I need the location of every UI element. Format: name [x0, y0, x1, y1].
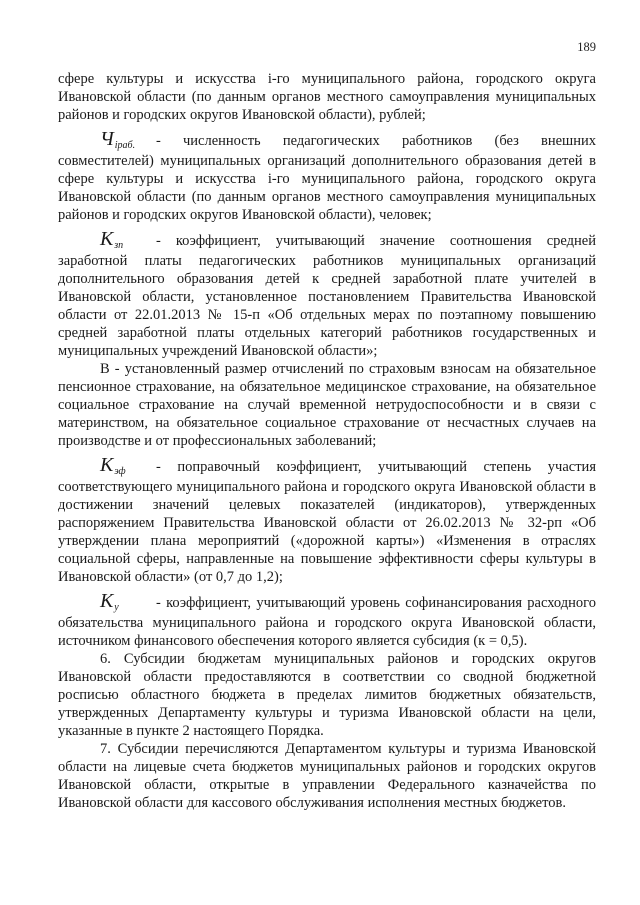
definition-salary-coefficient — [58, 230, 596, 360]
paragraph-continuation: сфере культуры и искусства i-го муниципального района, городского округа Ивановской области (по данным органов местного самоуправления муниципальных районов и городских округов Ивановской области), рублей; — [58, 71, 596, 123]
formula-symbol: $К_{зп}$ — [100, 228, 124, 251]
definition-text: - коэффициент, учитывающий значение соотношения средней заработной платы педагогических работников муниципальных организаций дополнительного образования детей к средней заработной плате учителей в Ивановской области, установленное постановлением Правительства Ивановской области от 22.01.2013 № 15-п «Об отдельных мерах по поэтапному повышению средней заработной платы отдельных категорий работников государственных и муниципальных учреждений Ивановской области»; — [58, 233, 596, 359]
formula-symbol: $К_у$ — [100, 590, 119, 613]
document-body — [58, 70, 596, 812]
definition-insurance: В - установленный размер отчислений по страховым взносам на обязательное пенсионное страхование, на обязательное медицинское страхование, на обязательное социальное страхование на случай временной нетрудоспособности и в связи с материнством, на обязательное социальное страхование от несчастных случаев на производстве и от профессиональных заболеваний; — [58, 361, 596, 449]
definition-cofinancing-coefficient — [58, 592, 596, 650]
definition-efficiency-coefficient — [58, 456, 596, 586]
clause-7: 7. Субсидии перечисляются Департаментом культуры и туризма Ивановской области на лицевые счета бюджетов муниципальных районов и городских округов Ивановской области, открытые в управлении Федерального казначейства по Ивановской области для кассового обслуживания исполнения местных бюджетов. — [58, 741, 596, 811]
definition-text: - коэффициент, учитывающий уровень софинансирования расходного обязательства муниципального района и городского округа Ивановской области, источником финансового обеспечения которого является субсидия (к = 0,5). — [58, 595, 596, 649]
clause-6: 6. Субсидии бюджетам муниципальных районов и городских округов Ивановской области предоставляются в соответствии со сводной бюджетной росписью областного бюджета в пределах лимитов бюджетных обязательств, утвержденных Департаменту культуры и туризма Ивановской области на цели, указанные в пункте 2 настоящего Порядка. — [58, 651, 596, 739]
formula-symbol: $Ч_{iраб.}$ — [100, 128, 136, 151]
definition-text: - численность педагогических работников (без внешних совместителей) муниципальных организаций дополнительного образования детей в сфере культуры и искусства i-го муниципального района, городского округа Ивановской области (по данным органов местного самоуправления муниципальных районов и городских округов Ивановской области), человек; — [58, 133, 596, 223]
page-number: 189 — [577, 40, 596, 54]
formula-symbol: $К_{эф}$ — [100, 454, 126, 477]
definition-teacher-count — [58, 130, 596, 224]
definition-text: - поправочный коэффициент, учитывающий степень участия соответствующего муниципального района и городского округа Ивановской области в достижении значений целевых показателей (индикаторов), утвержденных распоряжением Правительства Ивановской области от 26.02.2013 № 32-рп «Об утверждении плана мероприятий («дорожной карты») «Изменения в отраслях социальной сферы, направленные на повышение эффективности сферы культуры в Ивановской области» (от 0,7 до 1,2); — [58, 459, 596, 585]
